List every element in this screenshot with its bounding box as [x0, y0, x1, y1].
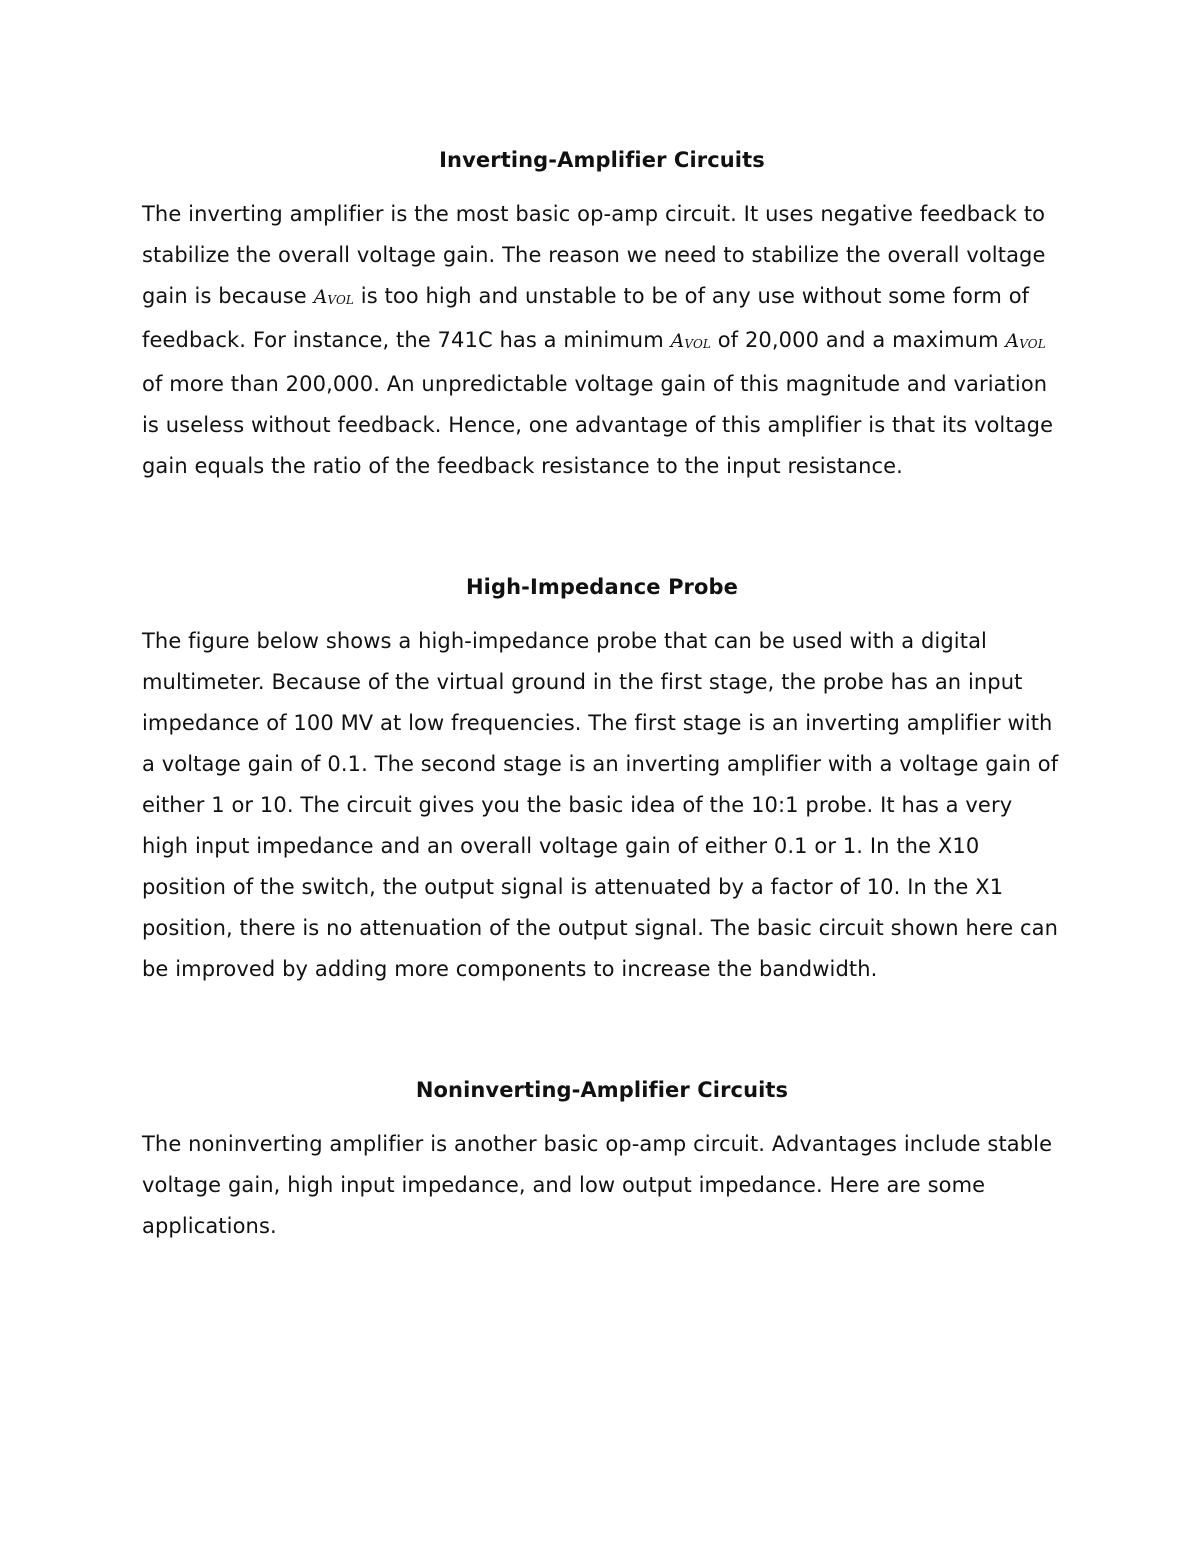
section-noninverting-amplifier	[142, 1068, 1062, 1247]
section-high-impedance-probe	[142, 565, 1062, 990]
paragraph-text: is too high and unstable to be of any use without some form of feedback. For instance, the 741C has a minimum	[142, 284, 1030, 352]
section-inverting-amplifier	[142, 138, 1062, 487]
section-heading: High-Impedance Probe	[465, 575, 739, 599]
symbol-main: A	[1005, 330, 1020, 352]
paragraph-text: The inverting amplifier is the most basic op-amp circuit. It uses negative feedback to stabilize the overall voltage gain. The reason we need to stabilize the overall voltage gain is because	[142, 202, 1046, 308]
avol-symbol	[314, 286, 354, 308]
section-heading: Noninverting-Amplifier Circuits	[415, 1078, 789, 1102]
section-heading: Inverting-Amplifier Circuits	[439, 148, 765, 172]
paragraph-text: of more than 200,000. An unpredictable voltage gain of this magnitude and variation is useless without feedback. Hence, one advantage of this amplifier is that its voltage gain equals the ratio of the feedback resistance to the input resistance.	[142, 372, 1054, 478]
symbol-subscript: VOL	[684, 337, 711, 351]
avol-symbol	[1005, 330, 1045, 352]
section-paragraph	[142, 194, 1062, 487]
section-paragraph: The figure below shows a high-impedance probe that can be used with a digital multimeter. Because of the virtual ground in the first stage, the probe has an input impedance of 100 MV at low frequencies. The first stage is an inverting amplifier with a voltage gain of 0.1. The second stage is an inverting amplifier with a voltage gain of either 1 or 10. The circuit gives you the basic idea of the 10:1 probe. It has a very high input impedance and an overall voltage gain of either 0.1 or 1. In the X10 position of the switch, the output signal is attenuated by a factor of 10. In the X1 position, there is no attenuation of the output signal. The basic circuit shown here can be improved by adding more components to increase the bandwidth.	[142, 629, 1059, 981]
paragraph-text: of 20,000 and a maximum	[710, 328, 1006, 352]
symbol-main: A	[670, 330, 685, 352]
document-body	[142, 138, 1062, 1247]
symbol-subscript: VOL	[327, 293, 354, 307]
symbol-subscript: VOL	[1019, 337, 1046, 351]
avol-symbol	[671, 330, 711, 352]
symbol-main: A	[313, 286, 328, 308]
section-paragraph: The noninverting amplifier is another basic op-amp circuit. Advantages include stable voltage gain, high input impedance, and low output impedance. Here are some applications.	[142, 1132, 1053, 1238]
